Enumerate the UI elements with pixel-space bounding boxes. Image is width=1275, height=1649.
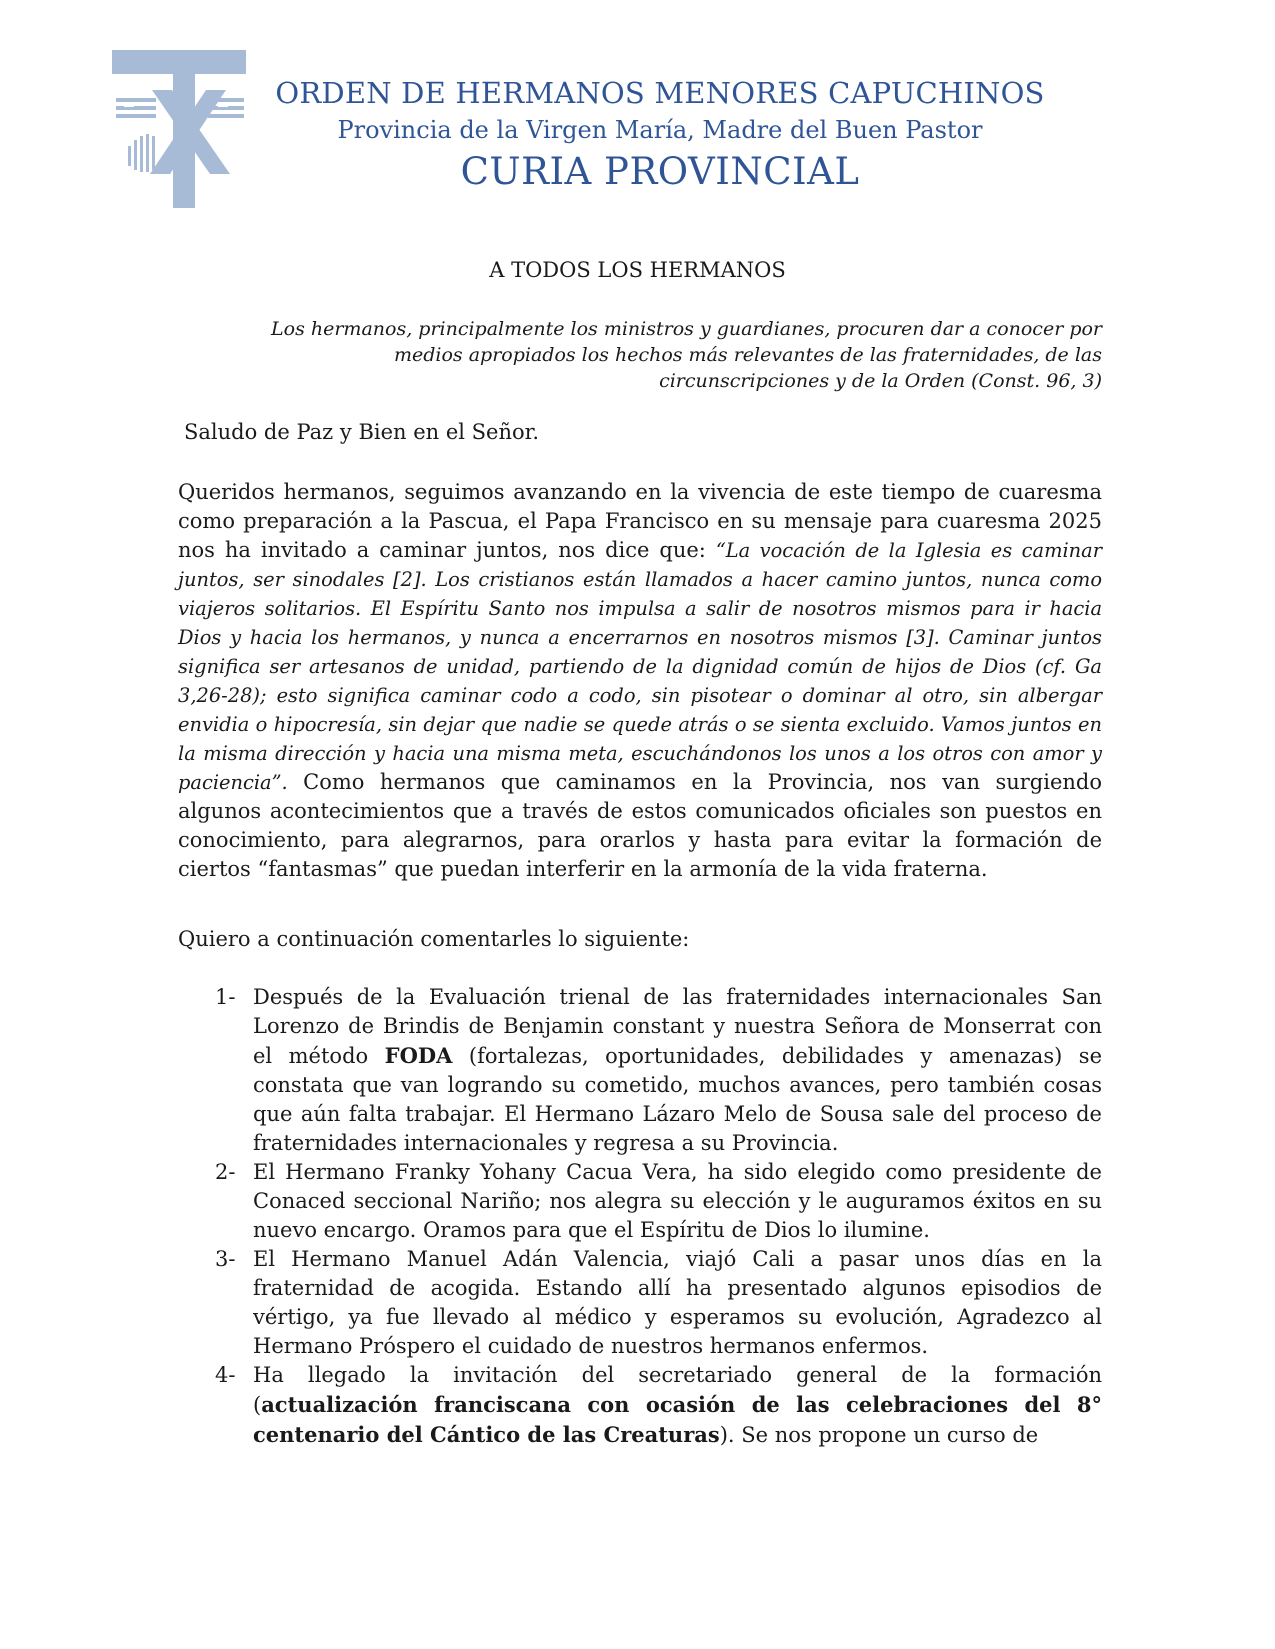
epigraph-line: Los hermanos, principalmente los ministros y guardianes, procuren dar a conocer por: [271, 318, 1102, 340]
item-number: 4-: [215, 1363, 236, 1387]
epigraph-line: medios apropiados los hechos más relevantes de las fraternidades, de las: [393, 344, 1102, 366]
curia-title: CURIA PROVINCIAL: [460, 150, 860, 193]
item-number: 2-: [215, 1160, 236, 1184]
item-text: Ha llegado la invitación del secretariado general de la formación (: [253, 1363, 1102, 1417]
capuchin-tau-cross-logo-icon: [112, 50, 252, 208]
item-bold-text: FODA: [384, 1043, 453, 1068]
intro-lead: Queridos hermanos, seguimos avanzando en la vivencia de este tiempo de cuaresma como preparación a la Pascua, el Papa Francisco en su mensaje para cuaresma 2025 nos ha invitado a caminar juntos, nos dice que:: [178, 480, 1102, 562]
item-text: (fortalezas, oportunidades, debilidades y amenazas) se constata que van logrando su cometido, muchos avances, pero también cosas que aún falta trabajar. El Hermano Lázaro Melo de Sousa sale del proceso de fraternidades internacionales y regresa a su Provincia.: [253, 1044, 1102, 1155]
news-list: [178, 983, 1102, 1450]
item-text: ). Se nos propone un curso de: [719, 1423, 1039, 1447]
pope-quote: “La vocación de la Iglesia es caminar juntos, ser sinodales [2]. Los cristianos están llamados a hacer camino juntos, nunca como viajeros solitarios. El Espíritu Santo nos impulsa a salir de nosotros mismos para ir hacia Dios y hacia los hermanos, y nunca a encerrarnos en nosotros mismos [3]. Caminar juntos significa ser artesanos de unidad, partiendo de la dignidad común de hijos de Dios (cf. Ga 3,26-28); esto significa caminar codo a codo, sin pisotear o dominar al otro, sin albergar envidia o hipocresía, sin dejar que nadie se quede atrás o se sienta excluido. Vamos juntos en la misma dirección y hacia una misma meta, escuchándonos los unos a los otros con amor y paciencia”.: [178, 539, 1102, 794]
addressee: A TODOS LOS HERMANOS: [489, 258, 786, 282]
item-text: El Hermano Franky Yohany Cacua Vera, ha sido elegido como presidente de Conaced seccional Nariño; nos alegra su elección y le auguramos éxitos en su nuevo encargo. Oramos para que el Espíritu de Dios lo ilumine.: [253, 1160, 1102, 1242]
list-item: [178, 1361, 1102, 1450]
list-intro: Quiero a continuación comentarles lo siguiente:: [178, 927, 690, 951]
item-text: El Hermano Manuel Adán Valencia, viajó Cali a pasar unos días en la fraternidad de acogida. Estando allí ha presentado algunos episodios de vértigo, ya fue llevado al médico y esperamos su evolución, Agradezco al Hermano Próspero el cuidado de nuestros hermanos enfermos.: [253, 1247, 1102, 1358]
order-name: ORDEN DE HERMANOS MENORES CAPUCHINOS: [275, 76, 1045, 110]
intro-tail: Como hermanos que caminamos en la Provincia, nos van surgiendo algunos acontecimientos que a través de estos comunicados oficiales son puestos en conocimiento, para alegrarnos, para orarlos y hasta para evitar la formación de ciertos “fantasmas” que puedan interferir en la armonía de la vida fraterna.: [178, 770, 1102, 881]
item-bold-text: actualización franciscana con ocasión de las celebraciones del 8° centenario del Cántico de las Creaturas: [253, 1392, 1102, 1447]
item-number: 1-: [215, 985, 236, 1009]
item-text: Después de la Evaluación trienal de las fraternidades internacionales San Lorenzo de Brindis de Benjamin constant y nuestra Señora de Monserrat con el método: [253, 985, 1102, 1068]
greeting: Saludo de Paz y Bien en el Señor.: [184, 420, 540, 444]
epigraph-line: circunscripciones y de la Orden (Const. 96, 3): [659, 370, 1102, 392]
epigraph: [202, 316, 1102, 394]
item-number: 3-: [215, 1247, 236, 1271]
list-item: [178, 983, 1102, 1158]
list-item: [178, 1158, 1102, 1245]
intro-paragraph: [178, 478, 1102, 884]
list-item: [178, 1245, 1102, 1361]
province-name: Provincia de la Virgen María, Madre del Buen Pastor: [337, 116, 983, 144]
